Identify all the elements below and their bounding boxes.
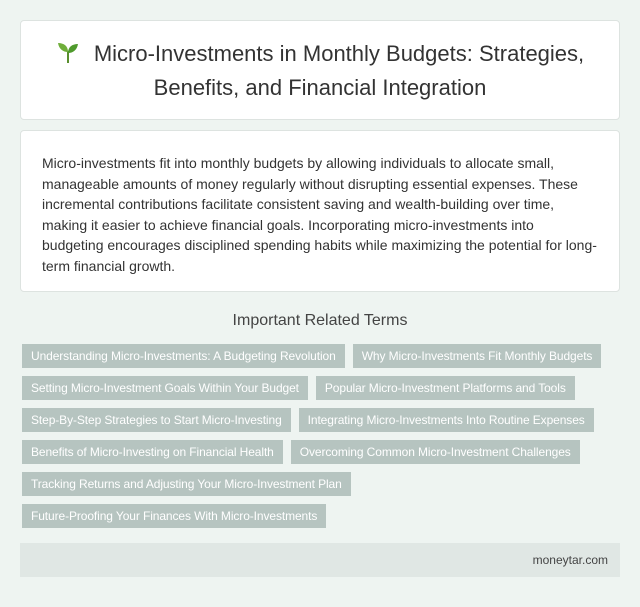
related-term-tag[interactable]: Tracking Returns and Adjusting Your Micro-Investment Plan	[22, 472, 351, 496]
summary-text: Micro-investments fit into monthly budgets by allowing individuals to allocate small, manageable amounts of money regularly without disrupting essential expenses. These incremental contributions facilitate consistent saving and wealth-building over time, making it easier to achieve financial goals. Incorporating micro-investments into budgeting encourages disciplined spending habits while maximizing the potential for long-term financial growth.	[42, 155, 597, 274]
related-term-tag[interactable]: Popular Micro-Investment Platforms and Tools	[316, 376, 575, 400]
title-card	[20, 20, 620, 120]
page-title	[21, 38, 619, 103]
related-term-tag[interactable]: Step-By-Step Strategies to Start Micro-Investing	[22, 408, 291, 432]
related-terms-list	[22, 344, 622, 528]
related-term-tag[interactable]: Overcoming Common Micro-Investment Challenges	[291, 440, 580, 464]
footer	[20, 543, 620, 577]
related-term-tag[interactable]: Benefits of Micro-Investing on Financial Health	[22, 440, 283, 464]
related-terms-heading: Important Related Terms	[232, 312, 408, 329]
related-term-tag[interactable]: Future-Proofing Your Finances With Micro-Investments	[22, 504, 326, 528]
related-term-tag[interactable]: Integrating Micro-Investments Into Routine Expenses	[299, 408, 594, 432]
seedling-icon	[56, 40, 80, 72]
page-title-text: Micro-Investments in Monthly Budgets: Strategies, Benefits, and Financial Integration	[93, 40, 585, 100]
related-term-tag[interactable]: Why Micro-Investments Fit Monthly Budgets	[353, 344, 602, 368]
related-term-tag[interactable]: Understanding Micro-Investments: A Budgeting Revolution	[22, 344, 345, 368]
related-term-tag[interactable]: Setting Micro-Investment Goals Within Your Budget	[22, 376, 308, 400]
footer-site-link[interactable]: moneytar.com	[532, 553, 608, 567]
summary-card	[20, 130, 620, 292]
